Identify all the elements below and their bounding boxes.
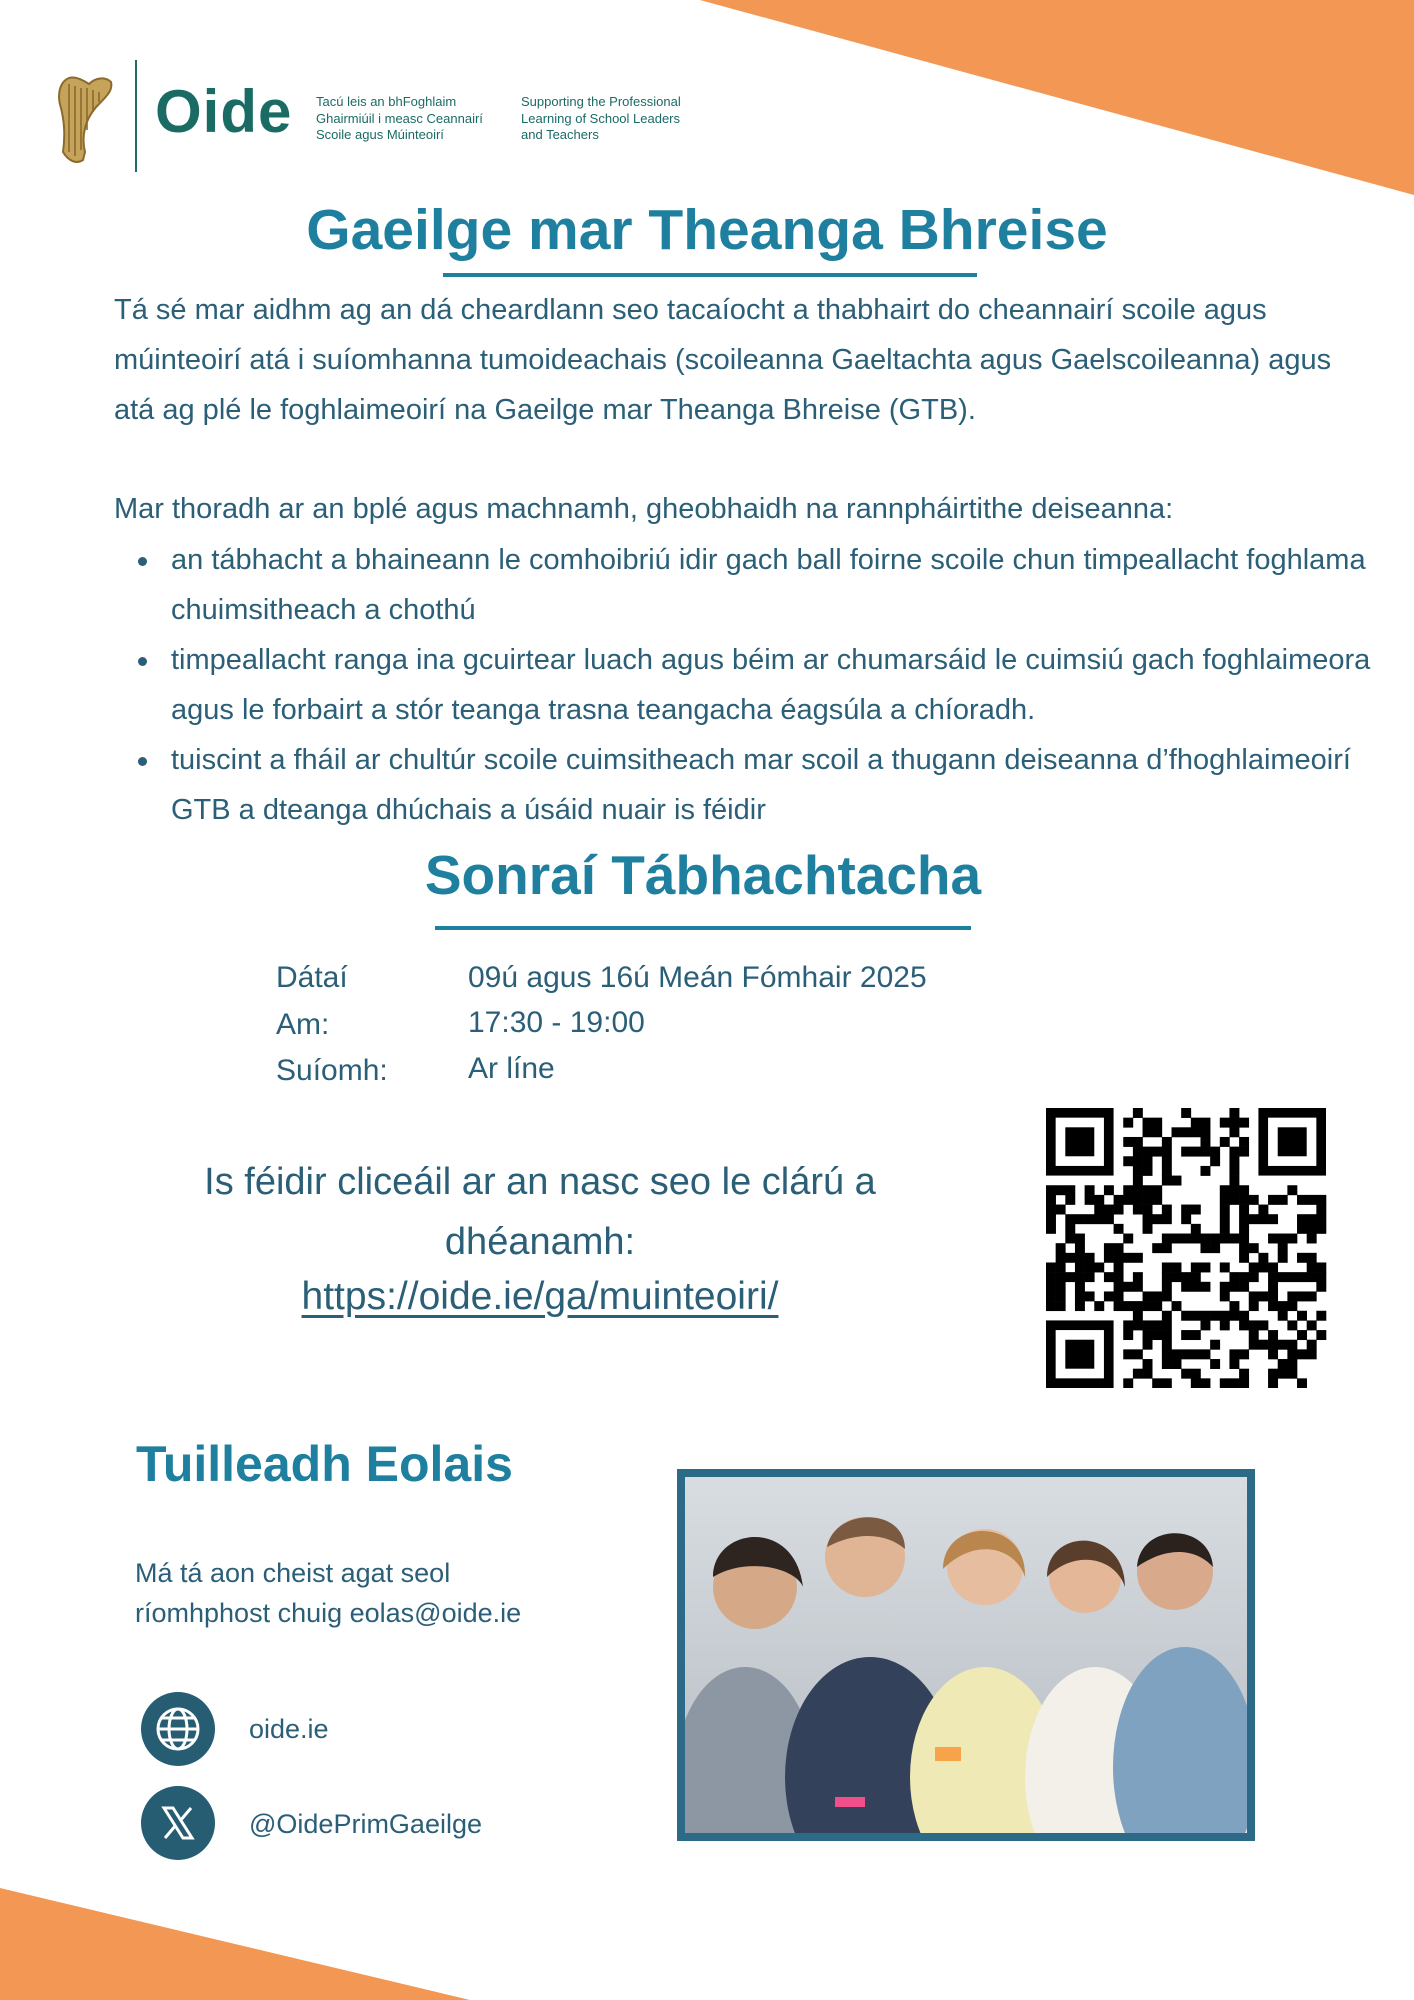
x-logo-icon[interactable] [141,1786,215,1860]
list-item: tuiscint a fháil ar chultúr scoile cuimsitheach mar scoil a thugann deiseanna d’fhoghlaimeoirí GTB a dteanga dhúchais a úsáid nuair is féidir [171,735,1411,835]
time-label: Am: [276,1008,330,1041]
register-link[interactable]: https://oide.ie/ga/muinteoiri/ [301,1275,779,1318]
globe-icon-glyph [153,1704,203,1754]
details-title: Sonraí Tábhachtacha [424,844,982,906]
dates-label: Dátaí [276,961,348,994]
contact-text: Má tá aon cheist agat seol ríomhphost chuig eolas@oide.ie [135,1558,522,1628]
location-value: Ar líne [468,1052,555,1085]
intro-paragraph: Tá sé mar aidhm ag an dá cheardlann seo tacaíocht a thabhairt do cheannairí scoile agus múinteoirí atá i suíomhanna tumoideachais (scoileanna Gaeltachta agus Gaelscoileanna) agus atá ag plé le foghlaimeoirí na Gaeilge mar Theanga Bhreise (GTB). [114,294,1332,426]
website-link[interactable]: oide.ie [249,1714,329,1744]
page-title: Gaeilge mar Theanga Bhreise [306,198,1108,262]
globe-icon[interactable] [141,1692,215,1766]
tagline-irish-line: Tacú leis an bhFoghlaim [316,94,457,109]
register-instructions: Is féidir cliceáil ar an nasc seo le clárú a dhéanamh: [204,1161,876,1263]
team-photo [685,1477,1247,1833]
outcomes-lead: Mar thoradh ar an bplé agus machnamh, gheobhaidh na rannpháirtithe deiseanna: [114,493,1174,525]
more-info-title: Tuilleadh Eolais [136,1436,513,1492]
tagline-english [521,94,721,144]
tagline-english-line: Supporting the Professional [521,94,681,109]
brand-name: Oide [155,78,293,145]
tagline-irish [316,94,516,144]
location-label: Suíomh: [276,1054,388,1087]
dates-value: 09ú agus 16ú Meán Fómhair 2025 [468,961,927,994]
x-logo-glyph [158,1803,198,1843]
twitter-handle-link[interactable]: @OidePrimGaeilge [249,1809,482,1839]
tagline-irish-line: Ghairmiúil i measc Ceannairí [316,110,483,126]
tagline-english-line: Learning of School Leaders [521,110,681,126]
tagline-irish-line: Scoile agus Múinteoirí [316,127,444,142]
photo-frame [677,1469,1255,1841]
title-underline [443,273,977,277]
tagline-english-line: and Teachers [521,127,599,142]
list-item: timpeallacht ranga ina gcuirtear luach agus béim ar chumarsáid le cuimsiú gach foghlaimeora agus le forbairt a stór teanga trasna teangacha éagsúla a chíoradh. [171,635,1411,735]
details-underline [435,926,971,930]
time-value: 17:30 - 19:00 [468,1006,645,1039]
qr-code[interactable] [1034,1108,1336,1388]
harp-icon [55,72,117,167]
outcomes-list [114,535,1411,835]
list-item: an tábhacht a bhaineann le comhoibriú idir gach ball foirne scoile chun timpeallacht foghlama chuimsitheach a chothú [171,535,1411,635]
logo-divider [135,60,137,172]
